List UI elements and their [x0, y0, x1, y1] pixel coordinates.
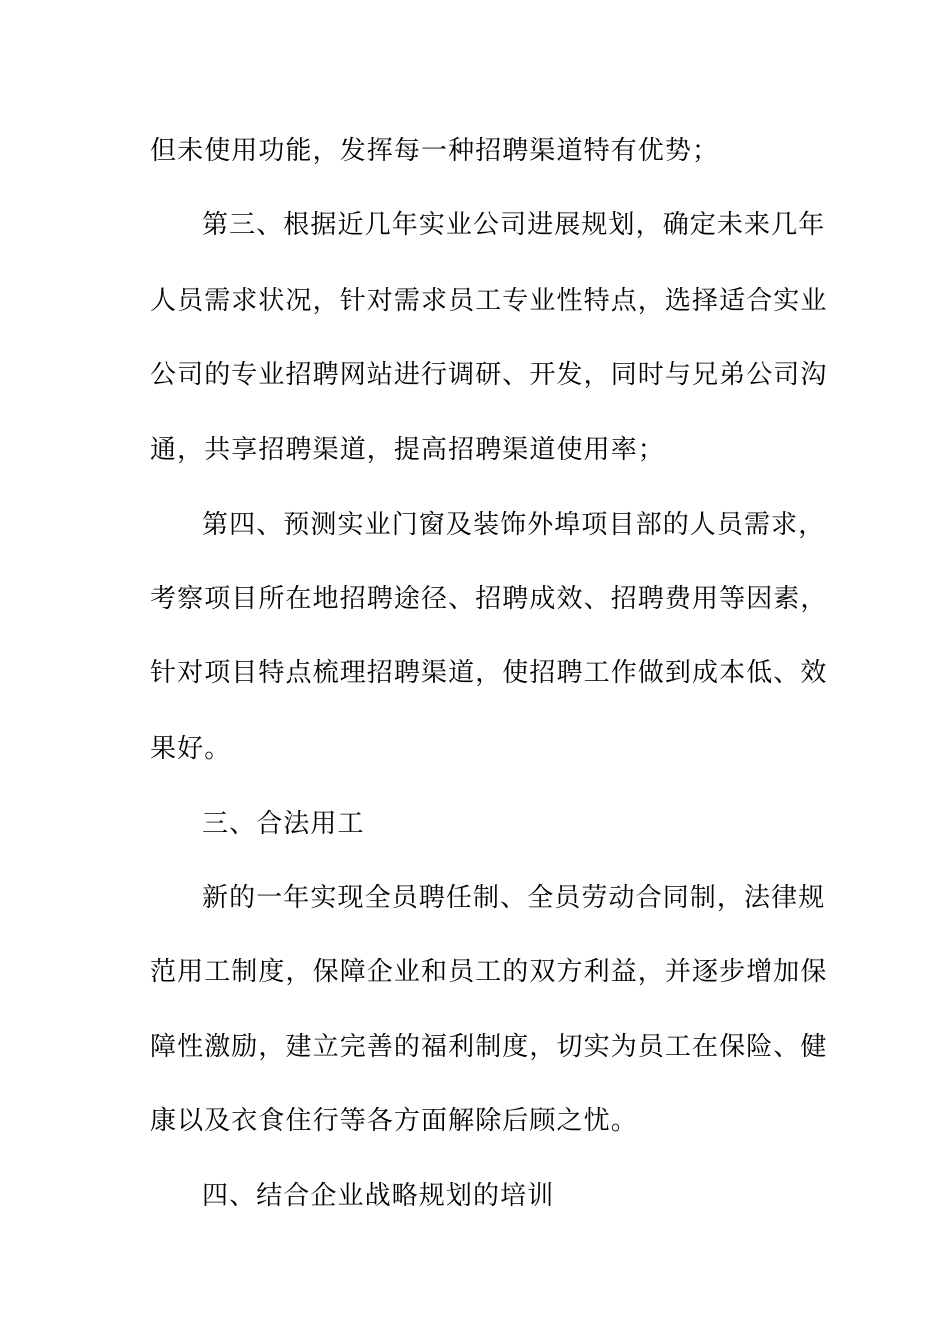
paragraph-line: 果好。: [150, 734, 232, 764]
paragraph-line: 第四、预测实业门窗及装饰外埠项目部的人员需求，: [202, 510, 826, 540]
paragraph-line: 但未使用功能，发挥每一种招聘渠道特有优势；: [150, 136, 720, 166]
paragraph-line: 康以及衣食住行等各方面解除后顾之忧。: [150, 1106, 638, 1136]
section-heading: 四、结合企业战略规划的培训: [202, 1181, 555, 1211]
paragraph-line: 考察项目所在地招聘途径、招聘成效、招聘费用等因素，: [150, 584, 828, 614]
paragraph-line: 新的一年实现全员聘任制、全员劳动合同制，法律规: [202, 883, 826, 913]
paragraph-line: 人员需求状况，针对需求员工专业性特点，选择适合实业: [150, 286, 828, 316]
paragraph-line: 通，共享招聘渠道，提高招聘渠道使用率；: [150, 435, 665, 465]
paragraph-line: 障性激励，建立完善的福利制度，切实为员工在保险、健: [150, 1032, 828, 1062]
paragraph-line: 针对项目特点梳理招聘渠道，使招聘工作做到成本低、效: [150, 658, 828, 688]
paragraph-line: 范用工制度，保障企业和员工的双方利益，并逐步增加保: [150, 957, 828, 987]
section-heading: 三、合法用工: [202, 809, 365, 839]
paragraph-line: 公司的专业招聘网站进行调研、开发，同时与兄弟公司沟: [150, 360, 828, 390]
paragraph-line: 第三、根据近几年实业公司进展规划，确定未来几年: [202, 210, 826, 240]
